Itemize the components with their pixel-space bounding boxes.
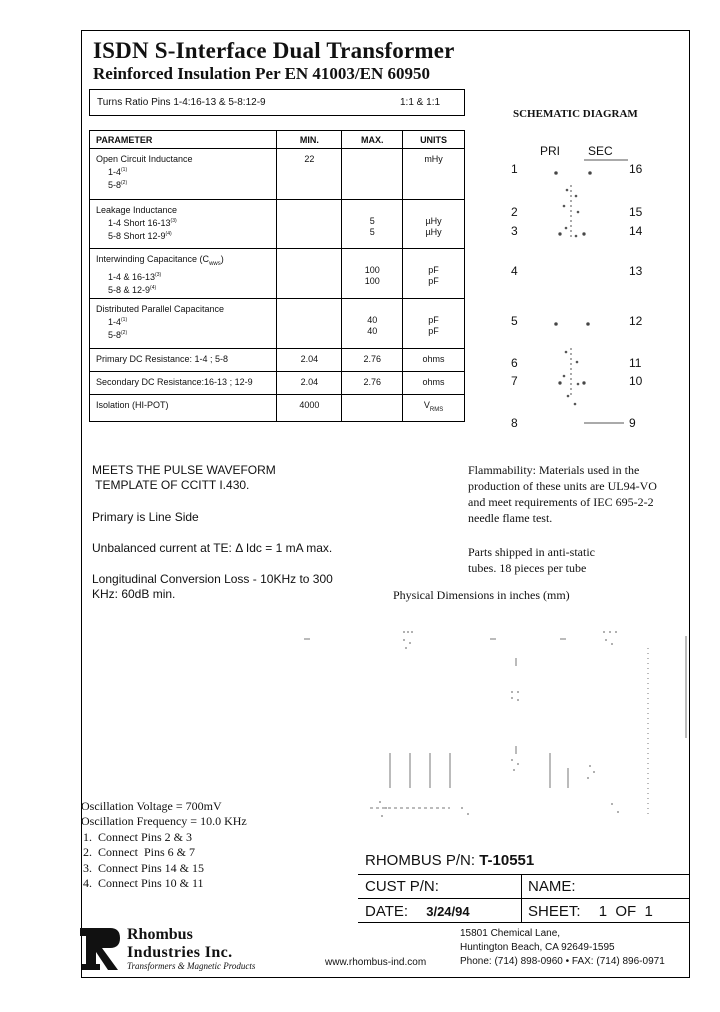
max-cell: 2.76 — [342, 372, 403, 395]
param-name: Interwinding Capacitance (C — [96, 254, 210, 264]
page-title: ISDN S-Interface Dual Transformer — [93, 38, 455, 63]
param-cell: Isolation (HI-POT) — [90, 395, 277, 422]
max-value: 100 — [364, 276, 380, 286]
min-cell: 2.04 — [277, 372, 342, 395]
param-cell: Primary DC Resistance: 1-4 ; 5-8 — [90, 349, 277, 372]
company-address-line2: Huntington Beach, CA 92649-1595 — [460, 942, 615, 953]
company-tagline: Transformers & Magnetic Products — [127, 961, 256, 971]
part-number-label: RHOMBUS P/N: — [365, 852, 476, 869]
pin-label-left: 4 — [511, 264, 518, 278]
min-cell — [277, 299, 342, 349]
header-units: UNITS — [403, 131, 465, 149]
pin-label-left: 6 — [511, 356, 518, 370]
param-cell: Interwinding Capacitance $(C_{wws})$ 1-4 & 16-13$^{(3)}$ 5-8 & 12-9$^{(4)}$ — [90, 249, 277, 299]
units-value: pF — [428, 315, 439, 325]
schematic-diagram — [500, 140, 630, 430]
physical-dimensions-drawing — [300, 618, 690, 830]
header-max: MAX. — [342, 131, 403, 149]
oscillation-voltage: Oscillation Voltage = 700mV — [81, 799, 222, 813]
units-cell: ohms — [403, 372, 465, 395]
part-number-row — [365, 852, 534, 869]
units-value: pF — [428, 326, 439, 336]
pulse-note-line1: MEETS THE PULSE WAVEFORM — [92, 463, 276, 477]
longitudinal-note-line1: Longitudinal Conversion Loss - 10KHz to 300 — [92, 572, 333, 586]
sheet-row — [528, 903, 653, 920]
header-min: MIN. — [277, 131, 342, 149]
spec-header-row — [90, 131, 465, 149]
part-number-value: T-10551 — [479, 852, 535, 869]
pin-label-left: 3 — [511, 224, 518, 238]
units-cell — [403, 395, 465, 422]
date-label: DATE: — [365, 903, 409, 920]
param-sub: 1-4 — [108, 167, 122, 177]
turns-ratio-value: 1:1 & 1:1 — [400, 97, 441, 108]
table-row — [90, 372, 465, 395]
max-cell — [342, 149, 403, 200]
param-sub: 5-8 — [108, 180, 122, 190]
units-cell: mHy — [403, 149, 465, 200]
param-end: ) — [220, 254, 224, 264]
max-value: 5 — [369, 227, 375, 237]
units-value: µHy — [425, 227, 442, 237]
units-value: µHy — [425, 216, 442, 226]
min-cell: 22 — [277, 149, 342, 200]
units-cell — [403, 299, 465, 349]
units-cell — [403, 200, 465, 249]
pin-label-right: 16 — [629, 162, 643, 176]
max-value: 40 — [367, 315, 378, 325]
units-cell — [403, 249, 465, 299]
oscillation-frequency: Oscillation Frequency = 10.0 KHz — [81, 814, 247, 828]
oscillation-step: 3. Connect Pins 14 & 15 — [83, 861, 205, 875]
pin-label-right: 11 — [629, 356, 642, 370]
pin-label-left: 7 — [511, 374, 518, 388]
turns-ratio-box — [89, 89, 465, 116]
param-sub: 5-8 Short 12-9 — [108, 231, 166, 241]
table-row — [90, 349, 465, 372]
units-subscript: RMS — [429, 406, 444, 413]
max-cell — [342, 249, 403, 299]
shipping-line1: Parts shipped in anti-static — [468, 545, 595, 559]
flammability-line4: needle flame test. — [468, 511, 553, 525]
max-cell — [342, 395, 403, 422]
company-address-line1: 15801 Chemical Lane, — [460, 928, 561, 939]
title-block-divider — [358, 898, 690, 899]
title-block-divider — [358, 874, 690, 875]
min-cell — [277, 200, 342, 249]
param-name: Leakage Inductance — [96, 205, 178, 215]
name-label: NAME: — [528, 878, 576, 895]
shipping-line2: tubes. 18 pieces per tube — [468, 561, 587, 575]
rhombus-logo-icon — [80, 928, 122, 972]
param-sub: 5-8 & 12-9 — [108, 284, 151, 295]
flammability-line3: and meet requirements of IEC 695-2-2 — [468, 495, 654, 509]
longitudinal-note-line2: KHz: 60dB min. — [92, 587, 176, 601]
turns-ratio-label: Turns Ratio Pins 1-4:16-13 & 5-8:12-9 — [97, 97, 266, 108]
pin-label-right: 14 — [629, 224, 643, 238]
units-value: V — [423, 400, 430, 410]
pulse-note-line2: TEMPLATE OF CCITT I.430. — [92, 478, 250, 492]
pin-label-left: 1 — [511, 162, 518, 176]
sheet-label: SHEET: — [528, 903, 581, 920]
pin-label-right: 12 — [629, 314, 643, 328]
param-name: Open Circuit Inductance — [96, 154, 193, 164]
table-row — [90, 200, 465, 249]
param-sub: 1-4 — [108, 317, 122, 327]
min-cell: 4000 — [277, 395, 342, 422]
pin-label-left: 2 — [511, 205, 518, 219]
max-cell: 2.76 — [342, 349, 403, 372]
spec-table — [89, 130, 465, 422]
table-row — [90, 395, 465, 422]
pin-label-right: 10 — [629, 374, 643, 388]
param-cell: Open Circuit Inductance 1-4$^{(1)}$ 5-8$^{(2)}$ — [90, 149, 277, 200]
unbalanced-note: Unbalanced current at TE: Δ Idc = 1 mA max. — [92, 541, 333, 555]
table-row — [90, 249, 465, 299]
max-cell — [342, 299, 403, 349]
param-subscript: wws — [209, 260, 221, 267]
oscillation-step: 4. Connect Pins 10 & 11 — [83, 876, 204, 890]
param-cell: Leakage Inductance 1-4 Short 16-13$^{(3)}$ 5-8 Short 12-9$^{(4)}$ — [90, 200, 277, 249]
pin-label-right: 13 — [629, 264, 643, 278]
min-cell: 2.04 — [277, 349, 342, 372]
oscillation-step: 2. Connect Pins 6 & 7 — [83, 845, 196, 859]
date-row — [365, 903, 470, 920]
sheet-value: 1 OF 1 — [598, 903, 653, 920]
units-value: pF — [428, 276, 439, 286]
header-parameter: PARAMETER — [90, 131, 277, 149]
oscillation-step: 1. Connect Pins 2 & 3 — [83, 830, 193, 844]
date-value: 3/24/94 — [426, 904, 470, 919]
max-value: 5 — [369, 216, 375, 226]
max-value: 40 — [367, 326, 378, 336]
sec-label: SEC — [588, 144, 613, 158]
customer-pn-label: CUST P/N: — [365, 878, 439, 895]
physical-dimensions-title: Physical Dimensions in inches (mm) — [393, 588, 570, 602]
param-sub: 1-4 Short 16-13 — [108, 218, 171, 228]
schematic-title: SCHEMATIC DIAGRAM — [513, 108, 638, 120]
flammability-line2: production of these units are UL94-VO — [468, 479, 657, 493]
pin-label-right: 15 — [629, 205, 643, 219]
company-website[interactable]: www.rhombus-ind.com — [325, 957, 427, 968]
pin-label-left: 8 — [511, 416, 518, 430]
param-name: Distributed Parallel Capacitance — [96, 304, 225, 314]
table-row — [90, 299, 465, 349]
title-block-divider — [521, 875, 522, 923]
company-phone-fax: Phone: (714) 898-0960 • FAX: (714) 896-0971 — [460, 956, 665, 967]
pin-label-right: 9 — [629, 416, 636, 430]
primary-note: Primary is Line Side — [92, 510, 199, 524]
title-block-divider — [358, 922, 690, 923]
company-name-line1: Rhombus — [127, 926, 193, 943]
pin-label-left: 5 — [511, 314, 518, 328]
units-cell: ohms — [403, 349, 465, 372]
pri-label: PRI — [540, 144, 561, 158]
param-sub: 5-8 — [108, 330, 122, 340]
param-sub: 1-4 & 16-13 — [108, 271, 156, 282]
table-row — [90, 149, 465, 200]
flammability-line1: Flammability: Materials used in the — [468, 463, 640, 477]
page-subtitle: Reinforced Insulation Per EN 41003/EN 60950 — [93, 64, 431, 83]
min-cell — [277, 249, 342, 299]
company-name-line2: Industries Inc. — [127, 944, 233, 961]
max-cell — [342, 200, 403, 249]
units-value: pF — [428, 265, 439, 275]
max-value: 100 — [364, 265, 380, 275]
param-cell: Secondary DC Resistance:16-13 ; 12-9 — [90, 372, 277, 395]
param-cell: Distributed Parallel Capacitance 1-4$^{(1)}$ 5-8$^{(2)}$ — [90, 299, 277, 349]
